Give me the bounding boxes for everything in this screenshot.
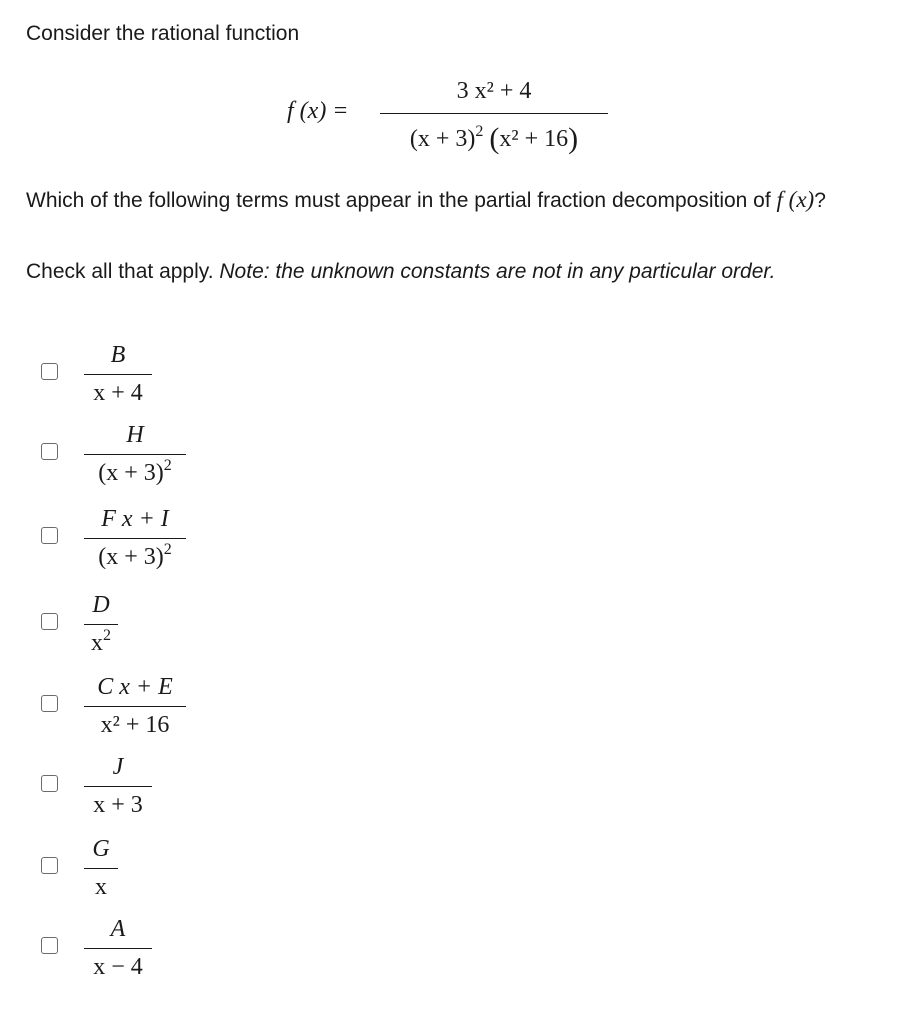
option-numerator: F x + I — [101, 506, 169, 532]
option-fraction-bar — [84, 868, 118, 869]
option-denominator-base: x − 4 — [93, 954, 143, 980]
option-checkbox[interactable] — [41, 363, 58, 380]
option-2[interactable] — [38, 418, 338, 498]
option-numerator: H — [126, 422, 144, 448]
question-fx: f (x) — [776, 187, 815, 212]
instruction-text — [26, 254, 886, 290]
option-denominator-base: x² + 16 — [100, 712, 170, 738]
option-numerator: D — [92, 592, 110, 618]
option-8[interactable] — [38, 912, 338, 992]
fraction-bar — [380, 113, 608, 114]
paren-close: ) — [568, 122, 579, 155]
option-checkbox[interactable] — [41, 775, 58, 792]
option-checkbox[interactable] — [41, 937, 58, 954]
option-denominator — [84, 712, 186, 739]
option-denominator — [84, 792, 152, 819]
option-denominator-base: x + 3 — [93, 792, 143, 818]
option-5[interactable] — [38, 670, 338, 750]
option-denominator-base: (x + 3) — [98, 544, 164, 570]
option-denominator-exponent: 2 — [103, 627, 111, 644]
option-denominator-base: x — [91, 630, 103, 656]
option-denominator — [84, 627, 118, 657]
option-fraction-bar — [84, 624, 118, 625]
option-7[interactable] — [38, 832, 338, 912]
option-numerator: C x + E — [97, 674, 173, 700]
option-4[interactable] — [38, 588, 338, 668]
instruction-note: Note: the unknown constants are not in any particular order. — [219, 260, 776, 283]
option-fraction-bar — [84, 374, 152, 375]
option-numerator: J — [112, 754, 124, 780]
option-denominator — [84, 541, 186, 571]
option-denominator-base: x — [95, 874, 107, 900]
option-checkbox[interactable] — [41, 613, 58, 630]
option-numerator: G — [92, 836, 110, 862]
option-denominator — [84, 954, 152, 981]
option-denominator-base: x + 4 — [93, 380, 143, 406]
option-numerator: A — [110, 916, 126, 942]
option-fraction-bar — [84, 538, 186, 539]
denominator-exponent: 2 — [475, 123, 484, 140]
option-checkbox[interactable] — [41, 527, 58, 544]
option-fraction-bar — [84, 948, 152, 949]
option-numerator: B — [110, 342, 126, 368]
denominator-factor-2: x² + 16 — [499, 126, 569, 152]
option-fraction-bar — [84, 786, 152, 787]
option-fraction-bar — [84, 454, 186, 455]
option-checkbox[interactable] — [41, 695, 58, 712]
option-fraction-bar — [84, 706, 186, 707]
function-numerator: 3 x² + 4 — [456, 78, 532, 104]
option-1[interactable] — [38, 338, 338, 418]
denominator-factor-1: (x + 3) — [409, 126, 476, 152]
instruction-plain: Check all that apply. — [26, 260, 214, 283]
intro-text: Consider the rational function — [26, 22, 300, 45]
option-denominator-base: (x + 3) — [98, 460, 164, 486]
function-denominator — [380, 120, 608, 154]
paren-open: ( — [489, 122, 500, 155]
option-denominator — [84, 874, 118, 901]
option-denominator-exponent: 2 — [163, 541, 172, 558]
option-checkbox[interactable] — [41, 857, 58, 874]
question-text: Which of the following terms must appear in the partial fraction decomposition of f (x)? — [26, 187, 826, 212]
option-denominator-exponent: 2 — [163, 457, 172, 474]
option-denominator — [84, 457, 186, 487]
option-6[interactable] — [38, 750, 338, 830]
function-lhs: f (x) = — [287, 98, 349, 124]
option-3[interactable] — [38, 502, 338, 582]
option-denominator — [84, 380, 152, 407]
option-checkbox[interactable] — [41, 443, 58, 460]
